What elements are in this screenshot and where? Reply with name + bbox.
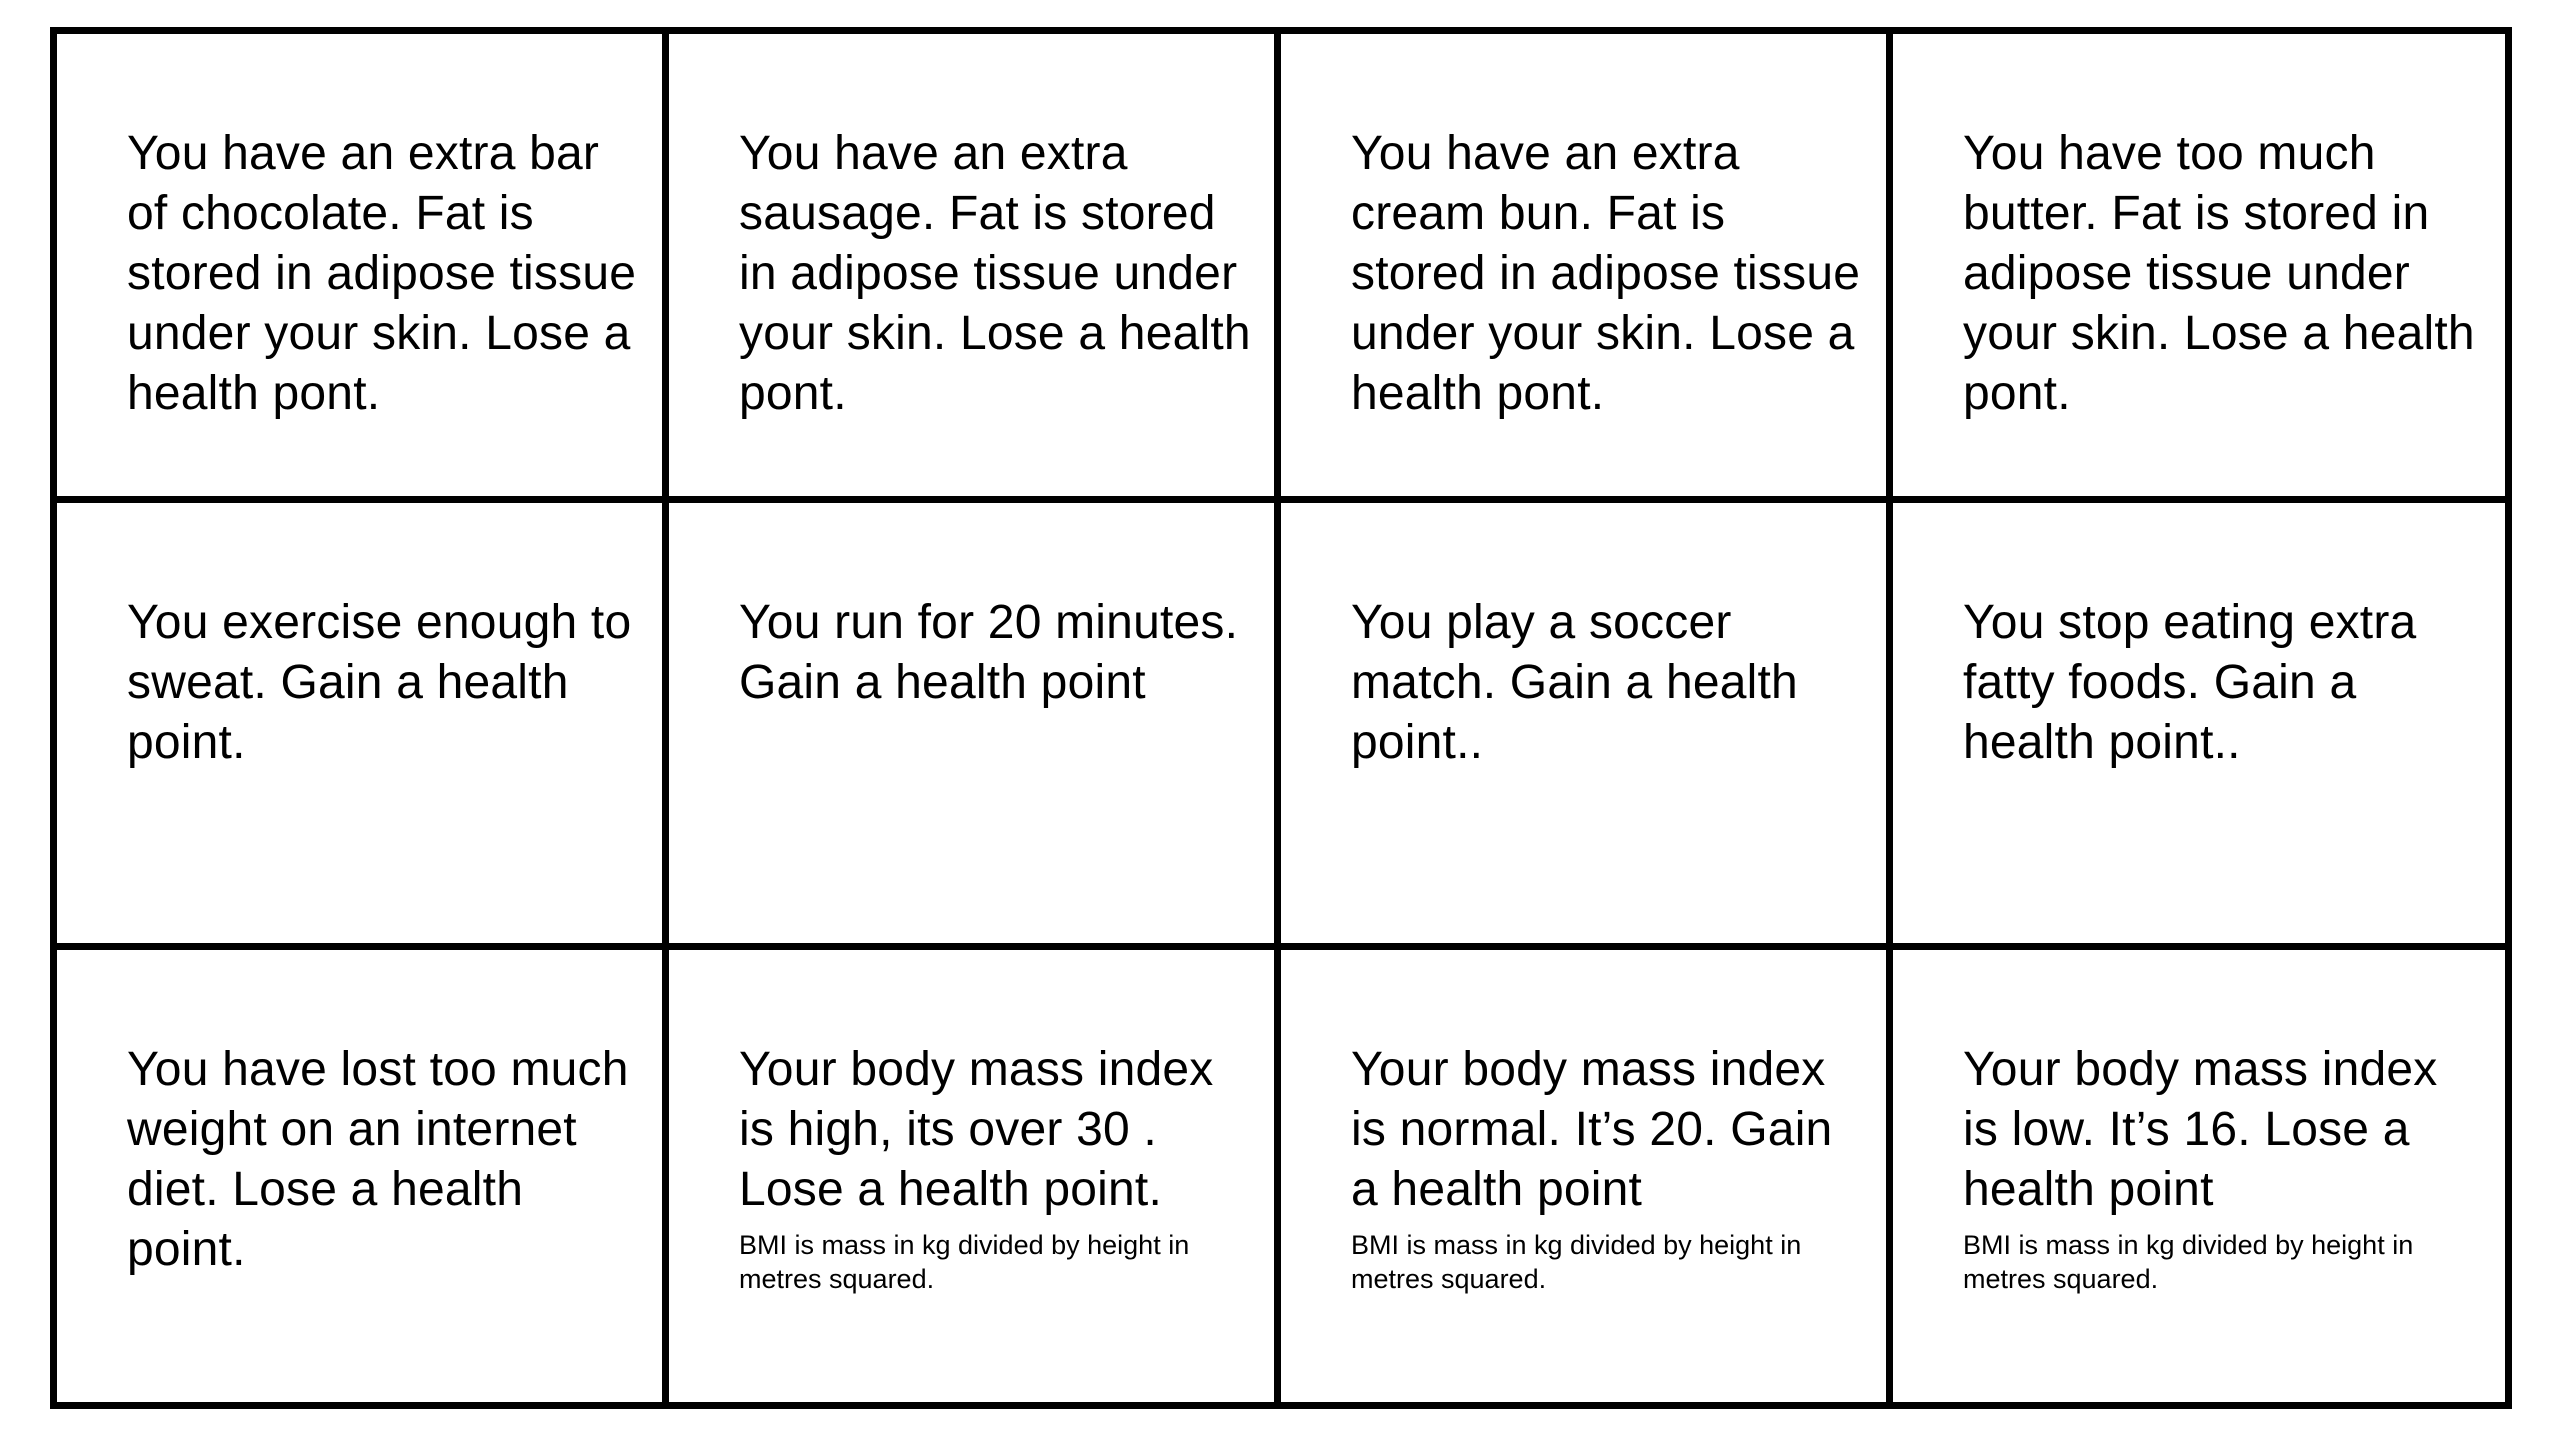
bmi-note: BMI is mass in kg divided by height in metres squared. <box>1963 1230 2414 1294</box>
card-text: Your body mass index is high, its over 30 . Lose a health point. <box>739 1043 1214 1216</box>
bmi-note: BMI is mass in kg divided by height in metres squared. <box>1351 1230 1802 1294</box>
card-text: You have lost too much weight on an internet diet. Lose a health point. <box>127 1043 629 1276</box>
card-extra-chocolate <box>57 34 669 503</box>
bmi-note: BMI is mass in kg divided by height in metres squared. <box>739 1230 1190 1294</box>
card-text: You have too much butter. Fat is stored in adipose tissue under your skin. Lose a health pont. <box>1963 127 2475 420</box>
card-text: You have an extra bar of chocolate. Fat is stored in adipose tissue under your skin. Lose a health pont. <box>127 127 637 420</box>
card-text: You have an extra cream bun. Fat is stored in adipose tissue under your skin. Lose a health pont. <box>1351 127 1861 420</box>
card-stop-fatty-foods <box>1893 503 2505 950</box>
card-run-20-minutes <box>669 503 1281 950</box>
card-bmi-high <box>669 950 1281 1402</box>
card-text: You exercise enough to sweat. Gain a health point. <box>127 596 632 769</box>
card-text: You stop eating extra fatty foods. Gain a health point.. <box>1963 596 2417 769</box>
card-grid <box>50 27 2512 1409</box>
card-too-much-butter <box>1893 34 2505 503</box>
card-exercise-sweat <box>57 503 669 950</box>
card-bmi-low <box>1893 950 2505 1402</box>
card-text: You play a soccer match. Gain a health point.. <box>1351 596 1798 769</box>
card-text: You have an extra sausage. Fat is stored in adipose tissue under your skin. Lose a health pont. <box>739 127 1251 420</box>
card-text: Your body mass index is normal. It’s 20. Gain a health point <box>1351 1043 1833 1216</box>
card-text: Your body mass index is low. It’s 16. Lose a health point <box>1963 1043 2438 1216</box>
card-bmi-normal <box>1281 950 1893 1402</box>
card-internet-diet <box>57 950 669 1402</box>
card-text: You run for 20 minutes. Gain a health point <box>739 596 1239 709</box>
card-extra-sausage <box>669 34 1281 503</box>
card-extra-cream-bun <box>1281 34 1893 503</box>
card-soccer-match <box>1281 503 1893 950</box>
